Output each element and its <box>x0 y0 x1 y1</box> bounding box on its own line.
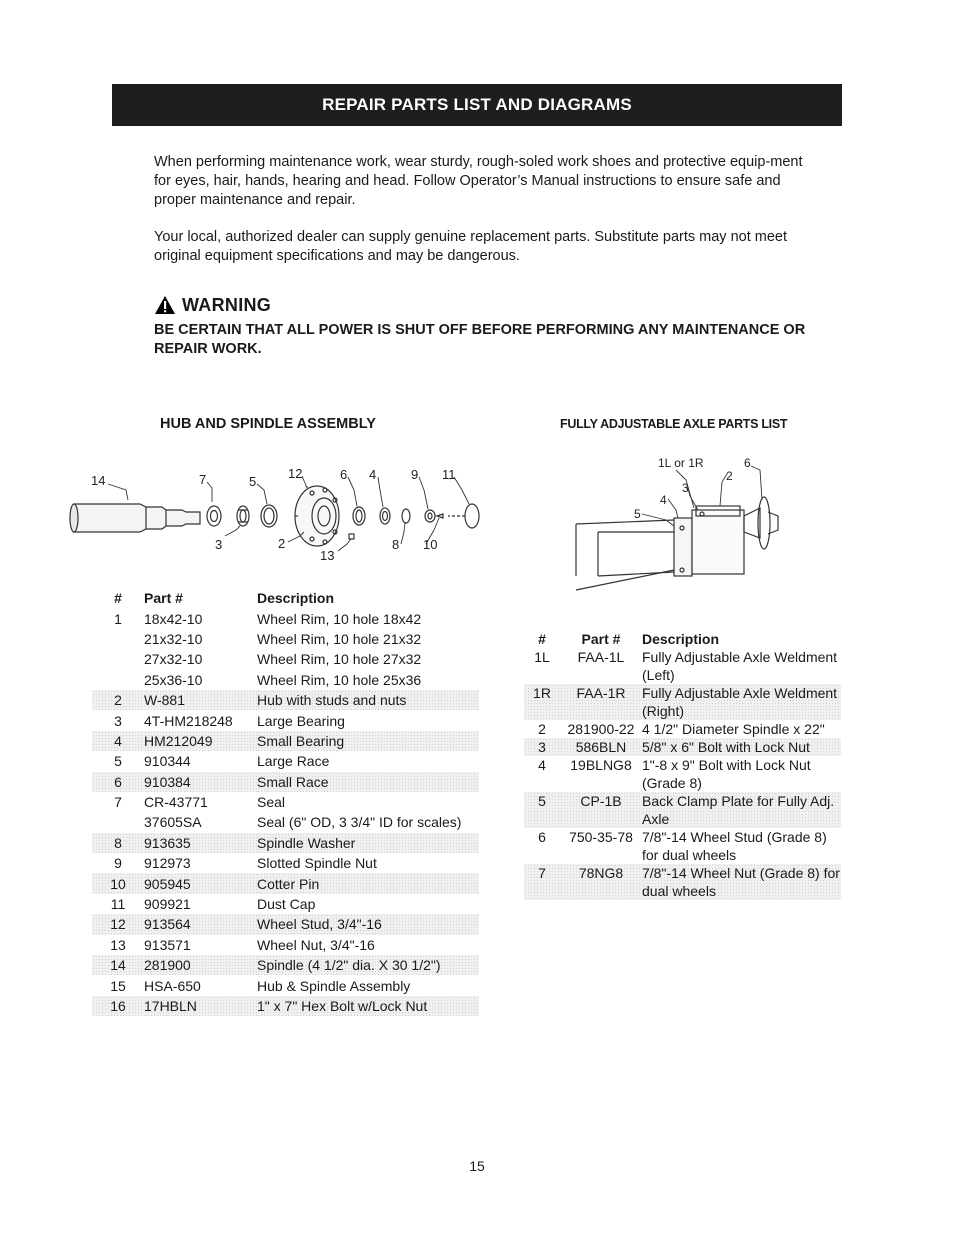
part-description: Wheel Rim, 10 hole 25x36 <box>257 671 422 688</box>
part-description: Spindle (4 1/2" dia. X 30 1/2") <box>257 955 479 975</box>
part-number: 19BLNG8 <box>570 757 632 773</box>
part-number-index: 1 <box>114 610 122 627</box>
table-row <box>92 751 479 771</box>
part-number-index: 1L <box>534 649 550 665</box>
part-number-index: 5 <box>524 792 560 828</box>
callout-6: 6 <box>340 467 348 482</box>
table-row <box>92 792 479 812</box>
part-number-index: 11 <box>110 896 126 913</box>
callout-12: 12 <box>288 466 303 481</box>
part-number-index <box>92 812 144 832</box>
col-header-description: Description <box>642 631 720 647</box>
table-header-row <box>524 630 841 648</box>
part-description: Hub with studs and nuts <box>257 690 479 710</box>
table-row <box>92 629 479 649</box>
part-description: Wheel Rim, 10 hole 27x32 <box>257 651 422 668</box>
part-number-index: 10 <box>92 873 144 893</box>
table-row <box>92 935 479 955</box>
part-number-index: 15 <box>110 977 126 994</box>
table-row <box>92 894 479 914</box>
axle-diagram <box>570 452 800 597</box>
part-number-index: 6 <box>92 772 144 792</box>
part-number-index: 2 <box>538 721 546 737</box>
table-row <box>92 873 479 893</box>
part-description: Back Clamp Plate for Fully Adj. Axle <box>642 792 841 828</box>
part-description: 4 1/2" Diameter Spindle x 22" <box>642 721 825 737</box>
table-row <box>92 731 479 751</box>
part-number: 750-35-78 <box>569 829 633 845</box>
part-number-index <box>92 649 144 669</box>
part-description: Seal (6" OD, 3 3/4" ID for scales) <box>257 814 462 831</box>
table-row <box>92 975 479 995</box>
safety-paragraph: When performing maintenance work, wear sturdy, rough-soled work shoes and protective equip-ment for eyes, hair, hands, hearing and head. Follow Operator’s Manual instructions to ensure safe and proper maintenance and repair. <box>154 154 803 208</box>
table-row <box>92 670 479 690</box>
part-number-index: 3 <box>114 712 122 729</box>
part-number: 21x32-10 <box>144 630 203 647</box>
table-row <box>524 792 841 828</box>
part-description: 1"-8 x 9" Bolt with Lock Nut (Grade 8) <box>642 757 811 791</box>
page-title: REPAIR PARTS LIST AND DIAGRAMS <box>112 84 842 126</box>
part-number: 909921 <box>144 896 191 913</box>
part-description: Cotter Pin <box>257 873 479 893</box>
page-number: 15 <box>469 1158 485 1174</box>
part-number: 281900-22 <box>567 721 635 737</box>
part-number-index: 5 <box>114 753 122 770</box>
part-number-index: 3 <box>524 738 560 756</box>
part-description: Large Bearing <box>257 712 345 729</box>
part-number: 78NG8 <box>560 864 642 900</box>
part-description: Slotted Spindle Nut <box>257 855 377 872</box>
warning-text: BE CERTAIN THAT ALL POWER IS SHUT OFF BEFORE PERFORMING ANY MAINTENANCE OR REPAIR WORK. <box>154 322 806 357</box>
part-number: 586BLN <box>560 738 642 756</box>
part-number: 913635 <box>144 833 257 853</box>
part-description: Hub & Spindle Assembly <box>257 977 411 994</box>
part-number: 910384 <box>144 772 257 792</box>
table-row <box>92 608 479 628</box>
table-row <box>524 648 841 684</box>
col-header-part: Part # <box>581 631 621 647</box>
callout-7: 7 <box>199 472 207 487</box>
warning-label: WARNING <box>182 294 272 315</box>
table-row <box>92 690 479 710</box>
callout-3: 3 <box>215 537 223 552</box>
col-header-description: Description <box>257 590 335 607</box>
part-number: CR-43771 <box>144 794 208 811</box>
part-description: Spindle Washer <box>257 833 479 853</box>
dealer-paragraph: Your local, authorized dealer can supply genuine replacement parts. Substitute parts may not meet original equipment specifications and may be dangerous. <box>154 229 788 264</box>
table-row <box>524 864 841 900</box>
part-number: 281900 <box>144 955 257 975</box>
table-row <box>524 828 841 864</box>
part-description: 7/8"-14 Wheel Nut (Grade 8) for dual wheels <box>642 865 840 899</box>
col-header-number: # <box>114 590 122 607</box>
part-number: 18x42-10 <box>144 610 203 627</box>
callout-2: 2 <box>278 536 286 551</box>
part-description: Seal <box>257 794 286 811</box>
part-number-index: 12 <box>92 914 144 934</box>
part-description: Wheel Rim, 10 hole 18x42 <box>257 610 422 627</box>
part-number-index: 7 <box>114 794 122 811</box>
callout-10: 10 <box>423 537 438 552</box>
part-description: Wheel Nut, 3/4"-16 <box>257 936 375 953</box>
part-number: HSA-650 <box>144 977 201 994</box>
warning-header <box>154 292 271 318</box>
callout-14: 14 <box>91 473 106 488</box>
table-row <box>524 738 841 756</box>
part-number: 37605SA <box>144 814 202 831</box>
part-description: Large Race <box>257 753 330 770</box>
callout-8: 8 <box>392 537 400 552</box>
part-number-index: 4 <box>92 731 144 751</box>
part-number-index: 14 <box>92 955 144 975</box>
table-row <box>92 853 479 873</box>
hub-parts-table <box>92 588 479 1016</box>
part-description: Fully Adjustable Axle Weldment (Right) <box>642 684 841 720</box>
part-number-index: 2 <box>92 690 144 710</box>
part-number: FAA-1R <box>560 684 642 720</box>
part-number: 913564 <box>144 914 257 934</box>
callout-5: 5 <box>249 474 257 489</box>
callout-axle-2: 2 <box>726 469 733 483</box>
part-description: Wheel Rim, 10 hole 21x32 <box>257 630 422 647</box>
callout-axle-5: 5 <box>634 507 641 521</box>
callout-9: 9 <box>411 467 419 482</box>
part-number-index: 1R <box>524 684 560 720</box>
part-number-index: 9 <box>114 855 122 872</box>
part-number: 4T-HM218248 <box>144 712 233 729</box>
part-number: FAA-1L <box>577 649 625 665</box>
part-description: Wheel Stud, 3/4"-16 <box>257 914 479 934</box>
part-number: 910344 <box>144 753 191 770</box>
axle-parts-table <box>524 630 841 900</box>
part-number-index <box>92 629 144 649</box>
table-row <box>524 720 841 738</box>
part-description: Small Bearing <box>257 731 479 751</box>
part-number: HM212049 <box>144 731 257 751</box>
col-header-part: Part # <box>144 590 183 607</box>
col-header-number: # <box>538 631 546 647</box>
table-header-row <box>92 588 479 608</box>
part-description: Fully Adjustable Axle Weldment (Left) <box>642 649 838 683</box>
part-description: 5/8" x 6" Bolt with Lock Nut <box>642 738 841 756</box>
part-number: 17HBLN <box>144 996 257 1016</box>
warning-triangle-icon <box>154 295 176 315</box>
part-number: CP-1B <box>560 792 642 828</box>
table-row <box>92 649 479 669</box>
table-row <box>524 684 841 720</box>
table-row <box>92 914 479 934</box>
table-row <box>92 996 479 1016</box>
hub-section-title: HUB AND SPINDLE ASSEMBLY <box>160 416 376 432</box>
part-number-index: 16 <box>92 996 144 1016</box>
callout-4: 4 <box>369 467 377 482</box>
part-number-index: 4 <box>538 757 546 773</box>
part-number: 25x36-10 <box>144 671 203 688</box>
table-row <box>92 833 479 853</box>
part-number: 912973 <box>144 855 191 872</box>
callout-11: 11 <box>442 467 456 482</box>
part-number-index: 7 <box>524 864 560 900</box>
table-row <box>92 772 479 792</box>
part-number-index: 13 <box>110 936 126 953</box>
table-row <box>524 756 841 792</box>
callout-axle-3: 3 <box>682 481 689 495</box>
callout-axle-4: 4 <box>660 493 667 507</box>
table-row <box>92 812 479 832</box>
part-description: Dust Cap <box>257 896 316 913</box>
part-description: 7/8"-14 Wheel Stud (Grade 8) for dual wheels <box>642 829 827 863</box>
axle-section-title: FULLY ADJUSTABLE AXLE PARTS LIST <box>560 417 788 431</box>
part-description: 1" x 7" Hex Bolt w/Lock Nut <box>257 996 479 1016</box>
callout-axle-6: 6 <box>744 456 751 470</box>
part-number: W-881 <box>144 690 257 710</box>
part-description: Small Race <box>257 772 479 792</box>
part-number-index: 6 <box>538 829 546 845</box>
part-number: 905945 <box>144 873 257 893</box>
callout-13: 13 <box>320 548 335 563</box>
part-number-index <box>92 670 144 690</box>
hub-spindle-diagram <box>62 460 502 565</box>
table-row <box>92 710 479 730</box>
part-number: 27x32-10 <box>144 651 203 668</box>
table-row <box>92 955 479 975</box>
part-number-index: 8 <box>92 833 144 853</box>
part-number: 913571 <box>144 936 191 953</box>
callout-1l-1r: 1L or 1R <box>658 456 704 470</box>
